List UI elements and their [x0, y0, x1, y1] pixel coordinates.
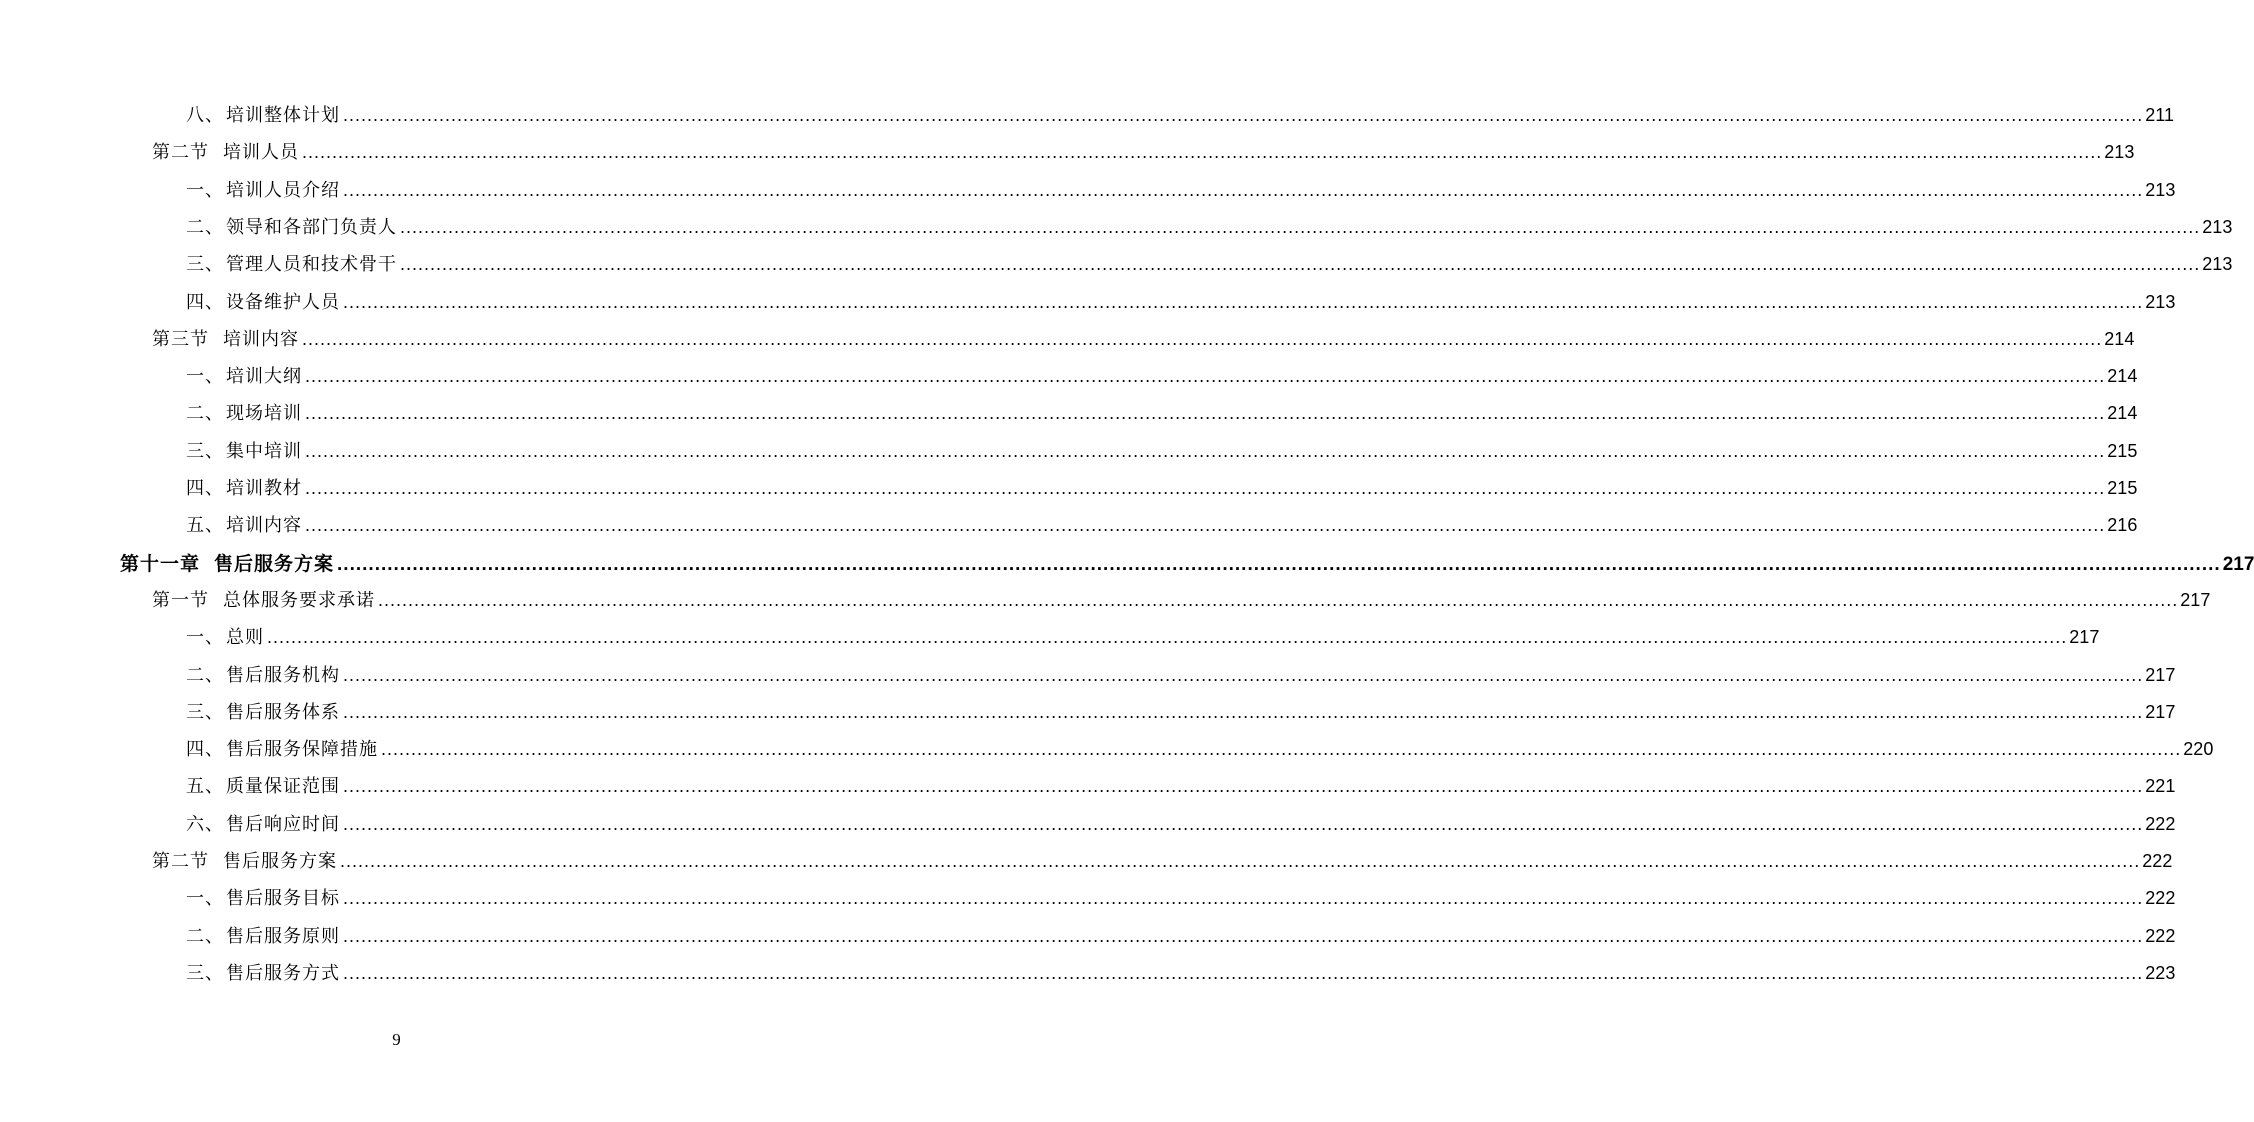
dot-leader: ............................................................................................................................................................................................................................................................................................................ [337, 554, 2221, 575]
toc-entry-title: 总则 [226, 627, 264, 648]
toc-entry-number: 五、 [186, 515, 224, 536]
toc-entry-page-number: 217 [2069, 627, 2100, 647]
toc-entry-page-number: 222 [2145, 814, 2176, 834]
toc-entry-title: 售后服务目标 [226, 888, 340, 909]
dot-leader: ............................................................................................................................................................................................................................................................................................................ [343, 702, 2144, 722]
toc-item-entry[interactable] [186, 362, 2138, 394]
toc-entry-page-number: 222 [2145, 888, 2176, 908]
dot-leader: ............................................................................................................................................................................................................................................................................................................ [343, 926, 2144, 946]
toc-chapter-entry[interactable] [120, 549, 2254, 581]
toc-entry-number: 第二节 [152, 851, 209, 872]
toc-entry-number: 二、 [186, 403, 224, 424]
dot-leader: ............................................................................................................................................................................................................................................................................................................ [267, 627, 2068, 647]
dot-leader: ............................................................................................................................................................................................................................................................................................................ [305, 441, 2106, 461]
toc-entry-title: 培训人员介绍 [226, 180, 340, 201]
toc-entry-page-number: 221 [2145, 776, 2176, 796]
toc-entry-number: 四、 [186, 739, 224, 760]
toc-entry-page-number: 213 [2202, 217, 2233, 237]
toc-entry-label [186, 213, 397, 239]
toc-entry-page-number: 211 [2145, 105, 2174, 125]
toc-item-entry[interactable] [186, 661, 2176, 693]
toc-section-entry[interactable] [152, 138, 2135, 170]
toc-entry-page-number: 222 [2145, 926, 2176, 946]
toc-entry-page-number: 222 [2142, 851, 2173, 871]
toc-entry-page-number: 214 [2107, 403, 2138, 423]
toc-entry-label [186, 810, 340, 836]
toc-entry-page-number: 220 [2183, 739, 2214, 759]
toc-section-entry[interactable] [152, 586, 2211, 618]
toc-item-entry[interactable] [186, 959, 2176, 991]
toc-entry-title: 售后响应时间 [226, 814, 340, 835]
toc-entry-number: 一、 [186, 888, 224, 909]
toc-item-entry[interactable] [186, 772, 2176, 804]
toc-entry-label [186, 362, 302, 388]
toc-entry-title: 培训教材 [226, 478, 302, 499]
toc-entry-label [152, 586, 375, 612]
dot-leader: ............................................................................................................................................................................................................................................................................................................ [305, 478, 2106, 498]
toc-entry-number: 四、 [186, 292, 224, 313]
dot-leader: ............................................................................................................................................................................................................................................................................................................ [343, 814, 2144, 834]
toc-entry-number: 三、 [186, 963, 224, 984]
toc-entry-label [186, 922, 340, 948]
toc-entry-page-number: 213 [2202, 254, 2233, 274]
toc-entry-title: 集中培训 [226, 441, 302, 462]
toc-entry-title: 管理人员和技术骨干 [226, 254, 397, 275]
toc-entry-page-number: 223 [2145, 963, 2176, 983]
toc-item-entry[interactable] [186, 623, 2100, 655]
toc-entry-title: 总体服务要求承诺 [223, 590, 375, 611]
dot-leader: ............................................................................................................................................................................................................................................................................................................ [378, 590, 2179, 610]
toc-entry-title: 售后服务方案 [214, 553, 335, 575]
toc-entry-page-number: 216 [2107, 515, 2138, 535]
toc-entry-title: 设备维护人员 [226, 292, 340, 313]
toc-item-entry[interactable] [186, 213, 2233, 245]
toc-item-entry[interactable] [186, 250, 2233, 282]
dot-leader: ............................................................................................................................................................................................................................................................................................................ [302, 329, 2103, 349]
toc-item-entry[interactable] [186, 735, 2214, 767]
toc-entry-label [186, 474, 302, 500]
toc-entry-label [152, 138, 299, 164]
dot-leader: ............................................................................................................................................................................................................................................................................................................ [381, 739, 2182, 759]
toc-entry-number: 二、 [186, 665, 224, 686]
toc-entry-title: 培训大纲 [226, 366, 302, 387]
toc-entry-title: 售后服务体系 [226, 702, 340, 723]
toc-entry-number: 第十一章 [120, 553, 201, 575]
toc-entry-number: 三、 [186, 441, 224, 462]
toc-entry-label [152, 325, 299, 351]
toc-entry-title: 售后服务方式 [226, 963, 340, 984]
toc-entry-number: 四、 [186, 478, 224, 499]
toc-entry-number: 一、 [186, 180, 224, 201]
toc-item-entry[interactable] [186, 884, 2176, 916]
toc-section-entry[interactable] [152, 847, 2173, 879]
dot-leader: ............................................................................................................................................................................................................................................................................................................ [305, 366, 2106, 386]
toc-entry-label [186, 735, 378, 761]
toc-entry-title: 培训内容 [223, 329, 299, 350]
toc-entry-label [186, 623, 264, 649]
toc-entry-label [186, 661, 340, 687]
toc-entry-number: 二、 [186, 926, 224, 947]
toc-entry-label [186, 101, 340, 127]
toc-entry-number: 一、 [186, 627, 224, 648]
toc-entry-title: 售后服务方案 [223, 851, 337, 872]
toc-entry-page-number: 217 [2180, 590, 2211, 610]
page-number: 9 [392, 1030, 401, 1049]
dot-leader: ............................................................................................................................................................................................................................................................................................................ [302, 142, 2103, 162]
toc-entry-title: 售后服务保障措施 [226, 739, 378, 760]
toc-entry-page-number: 214 [2107, 366, 2138, 386]
toc-entry-title: 质量保证范围 [226, 776, 340, 797]
toc-entry-number: 三、 [186, 254, 224, 275]
dot-leader: ............................................................................................................................................................................................................................................................................................................ [343, 963, 2144, 983]
toc-entry-number: 第一节 [152, 590, 209, 611]
toc-entry-title: 培训内容 [226, 515, 302, 536]
toc-entry-label [186, 884, 340, 910]
toc-entry-page-number: 215 [2107, 441, 2138, 461]
toc-entry-label [186, 959, 340, 985]
toc-entry-label [152, 847, 337, 873]
toc-entry-number: 三、 [186, 702, 224, 723]
toc-entry-page-number: 214 [2104, 329, 2135, 349]
toc-item-entry[interactable] [186, 810, 2176, 842]
toc-section-entry[interactable] [152, 325, 2135, 357]
dot-leader: ............................................................................................................................................................................................................................................................................................................ [340, 851, 2141, 871]
toc-entry-title: 售后服务机构 [226, 665, 340, 686]
dot-leader: ............................................................................................................................................................................................................................................................................................................ [343, 180, 2144, 200]
dot-leader: ............................................................................................................................................................................................................................................................................................................ [343, 292, 2144, 312]
toc-entry-page-number: 213 [2145, 292, 2176, 312]
dot-leader: ............................................................................................................................................................................................................................................................................................................ [343, 888, 2144, 908]
toc-entry-title: 领导和各部门负责人 [226, 217, 397, 238]
toc-entry-title: 售后服务原则 [226, 926, 340, 947]
toc-entry-number: 八、 [186, 105, 224, 126]
toc-item-entry[interactable] [186, 399, 2138, 431]
toc-entry-number: 二、 [186, 217, 224, 238]
toc-entry-label [186, 399, 302, 425]
toc-entry-label [120, 549, 334, 576]
dot-leader: ............................................................................................................................................................................................................................................................................................................ [400, 254, 2201, 274]
toc-entry-page-number: 217 [2145, 665, 2176, 685]
toc-entry-label [186, 176, 340, 202]
toc-entry-number: 第二节 [152, 142, 209, 163]
toc-entry-number: 六、 [186, 814, 224, 835]
toc-entry-label [186, 250, 397, 276]
dot-leader: ............................................................................................................................................................................................................................................................................................................ [305, 515, 2106, 535]
toc-entry-label [186, 772, 340, 798]
dot-leader: ............................................................................................................................................................................................................................................................................................................ [343, 105, 2144, 125]
toc-entry-label [186, 288, 340, 314]
toc-entry-title: 现场培训 [226, 403, 302, 424]
toc-entry-label [186, 437, 302, 463]
toc-entry-page-number: 217 [2145, 702, 2176, 722]
dot-leader: ............................................................................................................................................................................................................................................................................................................ [400, 217, 2201, 237]
toc-entry-label [186, 511, 302, 537]
toc-entry-page-number: 213 [2104, 142, 2135, 162]
toc-entry-number: 五、 [186, 776, 224, 797]
dot-leader: ............................................................................................................................................................................................................................................................................................................ [343, 776, 2144, 796]
toc-entry-page-number: 217 [2222, 554, 2254, 575]
toc-entry-label [186, 698, 340, 724]
toc-item-entry[interactable] [186, 288, 2176, 320]
toc-entry-page-number: 215 [2107, 478, 2138, 498]
dot-leader: ............................................................................................................................................................................................................................................................................................................ [343, 665, 2144, 685]
toc-item-entry[interactable] [186, 474, 2138, 506]
dot-leader: ............................................................................................................................................................................................................................................................................................................ [305, 403, 2106, 423]
toc-item-entry[interactable] [186, 176, 2176, 208]
toc-entry-title: 培训人员 [223, 142, 299, 163]
toc-entry-number: 一、 [186, 366, 224, 387]
toc-item-entry[interactable] [186, 437, 2138, 469]
toc-entry-title: 培训整体计划 [226, 105, 340, 126]
toc-item-entry[interactable] [186, 922, 2176, 954]
toc-item-entry[interactable] [186, 101, 2174, 133]
toc-item-entry[interactable] [186, 511, 2138, 543]
toc-item-entry[interactable] [186, 698, 2176, 730]
toc-entry-number: 第三节 [152, 329, 209, 350]
toc-entry-page-number: 213 [2145, 180, 2176, 200]
